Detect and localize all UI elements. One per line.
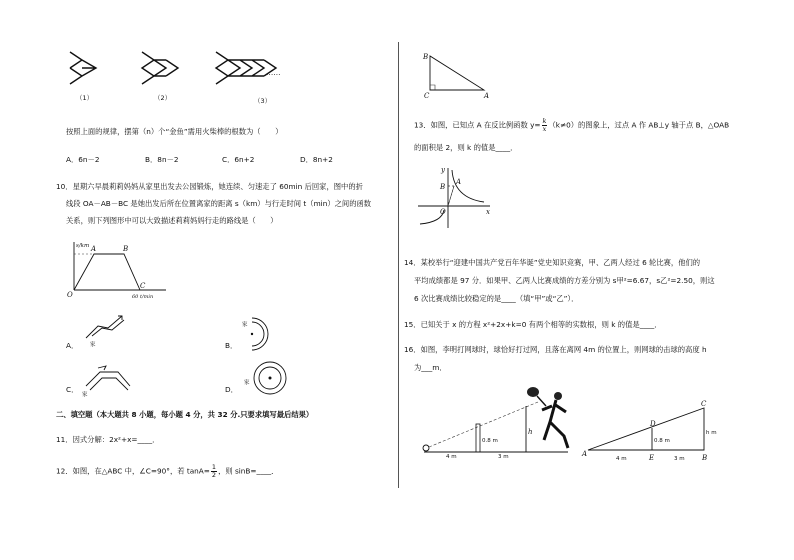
tri-c: C xyxy=(424,92,430,100)
fish-matchstick-figures xyxy=(66,46,366,96)
q10-line-1: 10．星期六早晨莉莉妈妈从家里出发去公园锻炼，她连续、匀速走了 60min 后回家，图中的折 xyxy=(56,182,363,191)
fig-label-1: （1） xyxy=(76,94,94,102)
distance-time-graph xyxy=(66,240,176,300)
q14-line-2: 平均成绩都是 97 分．如果甲、乙两人比赛成绩的方差分别为 s甲²=6.67，s乙²=2.50，则这 xyxy=(414,276,715,285)
graph-c: C xyxy=(140,282,146,290)
graph-a: A xyxy=(91,245,97,253)
q13-line-1 xyxy=(414,118,729,133)
dist-4m-label: 4 m xyxy=(446,454,457,460)
pt-d: D xyxy=(650,420,656,428)
column-divider xyxy=(398,42,399,488)
fig2-net-label: 0.8 m xyxy=(654,438,670,444)
q10-line-2: 线段 OA－AB－BC 是她出发后所在位置离家的距离 s（km）与行走时间 t（min）之间的函数 xyxy=(66,199,372,208)
fig-label-2: （2） xyxy=(154,94,172,102)
q13-text-a: 13．如图，已知点 A 在反比例函数 y= xyxy=(414,120,541,130)
similar-triangles-figure xyxy=(580,398,720,488)
q9-option-c: C．6n+2 xyxy=(222,155,255,164)
q13-text-b: （k≠0）的图象上，过点 A 作 AB⊥y 轴于点 B，△OAB xyxy=(548,120,730,130)
q12-frac-den: 2 xyxy=(211,471,217,479)
q12-text-b: ，则 sinB=____． xyxy=(218,466,279,476)
fish-figure-1 xyxy=(70,52,96,84)
fig2-3m-label: 3 m xyxy=(674,456,685,462)
pt-e: E xyxy=(649,454,655,462)
fig2-h-label: h m xyxy=(706,430,717,436)
dist-3m-label: 3 m xyxy=(498,454,509,460)
q13-line-2: 的面积是 2，则 k 的值是____． xyxy=(414,143,518,152)
q13-fraction xyxy=(542,118,548,133)
net-height-label: 0.8 m xyxy=(482,438,498,444)
q12 xyxy=(56,464,278,479)
graph-a2: A xyxy=(456,178,462,186)
graph-s-label: s/km xyxy=(76,243,90,249)
q9-stem: 按照上面的规律，摆第（n）个“金鱼”需用火柴棒的根数为（ ） xyxy=(66,127,283,136)
q10-option-c: C． xyxy=(66,385,79,394)
q12-fraction xyxy=(211,464,217,479)
q12-text-a: 12．如图，在△ABC 中，∠C=90°，若 tanA= xyxy=(56,466,210,476)
right-triangle-figure xyxy=(420,50,500,100)
pt-b: B xyxy=(702,454,708,462)
q11: 11．因式分解：2x²+x=____． xyxy=(56,435,160,444)
graph-b: B xyxy=(123,245,129,253)
q10-option-c-figure xyxy=(78,360,148,400)
tennis-net xyxy=(476,424,480,452)
q16-line-1: 16．如图，李明打网球时，球恰好打过网，且落在离网 4m 的位置上，则网球的击球的高度 h xyxy=(404,345,707,354)
fish-figure-2 xyxy=(142,52,178,84)
graph-y: y xyxy=(441,166,445,174)
home-label-a: 家 xyxy=(90,342,96,348)
q9-option-d: D．8n+2 xyxy=(300,155,333,164)
graph-x: x xyxy=(486,208,490,216)
q9-option-a: A．6n－2 xyxy=(66,155,100,164)
fig-label-3: （3） xyxy=(254,97,272,105)
q14-line-3: 6 次比赛成绩比较稳定的是____（填“甲”或“乙”）． xyxy=(414,294,579,303)
q10-option-d-figure xyxy=(238,358,308,402)
fish-ellipsis: …… xyxy=(266,68,281,77)
fig2-4m-label: 4 m xyxy=(616,456,627,462)
q13-frac-den: x xyxy=(542,125,547,133)
q12-frac-num: 1 xyxy=(211,463,217,471)
q10-option-d: D． xyxy=(225,385,238,394)
q9-option-b: B．8n－2 xyxy=(145,155,179,164)
q10-option-b-figure xyxy=(238,314,298,354)
pt-a: A xyxy=(582,450,588,458)
tri-b: B xyxy=(423,53,429,61)
inverse-proportion-graph xyxy=(414,164,494,234)
q15: 15．已知关于 x 的方程 x²+2x+k=0 有两个相等的实数根，则 k 的值是____． xyxy=(404,320,662,329)
q10-line-3: 关系，则下列图形中可以大致描述莉莉妈妈行走的路线是（ ） xyxy=(66,216,278,225)
h-label: h xyxy=(528,428,533,436)
graph-t-label: 60 t/min xyxy=(132,294,154,300)
q10-option-a-figure xyxy=(78,308,138,348)
home-label-c: 家 xyxy=(82,392,88,398)
home-label-b: 家 xyxy=(242,322,248,328)
tri-a: A xyxy=(484,92,490,100)
q14-line-1: 14．某校举行“迎建中国共产党百年华诞”党史知识竞赛，甲、乙两人经过 6 轮比赛，他们的 xyxy=(404,258,701,267)
q10-option-b: B． xyxy=(225,341,238,350)
section-2-title: 二、填空题（本大题共 8 小题，每小题 4 分，共 32 分.只要求填写最后结果） xyxy=(56,410,314,419)
home-label-d: 家 xyxy=(244,380,250,386)
q10-option-a: A． xyxy=(66,341,79,350)
tennis-scene-figure xyxy=(418,382,598,462)
graph-b2: B xyxy=(440,183,446,191)
graph-o2: O xyxy=(440,208,446,216)
pt-c: C xyxy=(701,400,707,408)
graph-o: O xyxy=(67,291,73,299)
q13-frac-num: k xyxy=(542,117,547,125)
player-icon xyxy=(527,387,568,448)
q16-line-2: 为___m． xyxy=(414,363,447,372)
